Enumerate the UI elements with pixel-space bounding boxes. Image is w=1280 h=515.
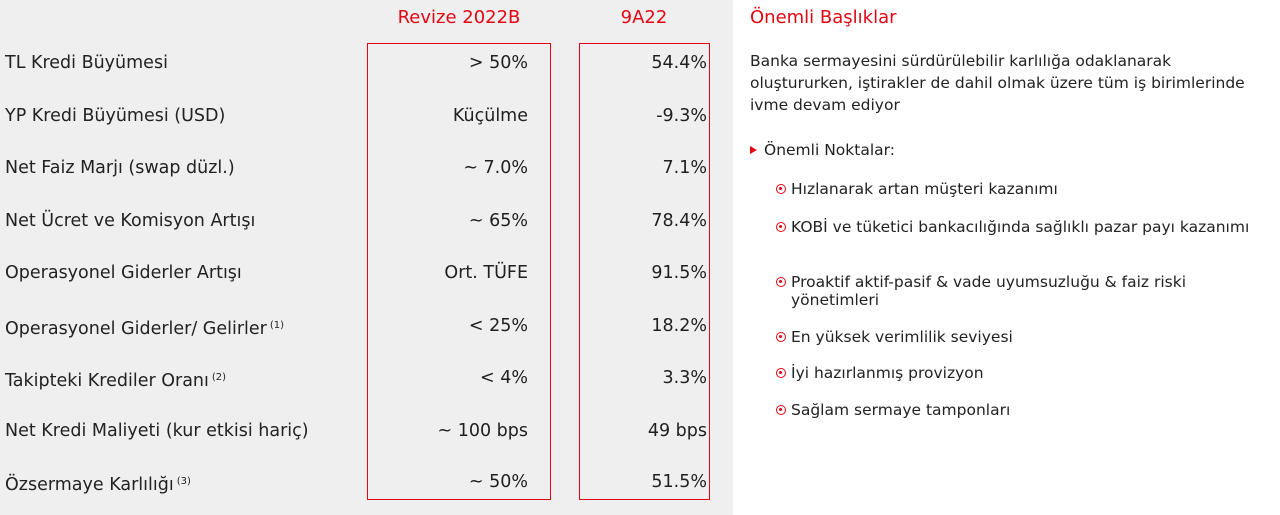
circle-bullet-icon [776, 332, 786, 342]
row-label: Net Kredi Maliyeti (kur etkisi hariç) [5, 421, 309, 441]
column-header-revised: Revize 2022B [397, 7, 521, 28]
actual-value: 7.1% [662, 158, 707, 178]
list-item: Sağlam sermaye tamponları [776, 401, 1266, 419]
actual-value: 54.4% [651, 53, 707, 73]
revised-value: < 25% [468, 316, 528, 336]
table-row [0, 363, 733, 393]
footnote-marker: (3) [176, 476, 191, 487]
actual-value: -9.3% [656, 106, 707, 126]
table-row [0, 311, 733, 341]
row-label: Net Ücret ve Komisyon Artışı [5, 211, 256, 231]
actual-value: 91.5% [651, 263, 707, 283]
table-row [0, 153, 733, 183]
table-row [0, 416, 733, 446]
revised-value: ~ 7.0% [463, 158, 528, 178]
list-item: Hızlanarak artan müşteri kazanımı [776, 180, 1266, 198]
table-row [0, 48, 733, 78]
table-row [0, 206, 733, 236]
row-label: YP Kredi Büyümesi (USD) [5, 106, 226, 126]
table-row [0, 101, 733, 131]
list-item: Proaktif aktif-pasif & vade uyumsuzluğu & faiz riski yönetimleri [776, 273, 1266, 309]
row-label: Takipteki Krediler Oranı $^{(2)}$ [5, 371, 227, 391]
column-header-actual: 9A22 [620, 7, 668, 28]
footnote-marker: (1) [269, 320, 285, 331]
row-label: Operasyonel Giderler/ Gelirler $^{(1)}$ [5, 319, 285, 339]
revised-value: ~ 50% [468, 472, 528, 492]
revised-value: Küçülme [452, 106, 528, 126]
circle-bullet-icon [776, 222, 786, 232]
highlights-title: Önemli Başlıklar [750, 7, 897, 28]
revised-value: < 4% [480, 368, 528, 388]
actual-value: 51.5% [651, 472, 707, 492]
table-row [0, 258, 733, 288]
circle-bullet-icon [776, 184, 786, 194]
triangle-bullet-icon [750, 146, 757, 154]
circle-bullet-icon [776, 405, 786, 415]
list-item: İyi hazırlanmış provizyon [776, 364, 1266, 382]
row-label: Özsermaye Karlılığı $^{(3)}$ [5, 475, 191, 495]
table-row [0, 467, 733, 497]
row-label: TL Kredi Büyümesi [5, 53, 168, 73]
row-label: Net Faiz Marjı (swap düzl.) [5, 158, 235, 178]
actual-value: 18.2% [651, 316, 707, 336]
key-points-heading: Önemli Noktalar: [750, 139, 895, 161]
actual-value: 78.4% [651, 211, 707, 231]
list-item: KOBİ ve tüketici bankacılığında sağlıklı pazar payı kazanımı [776, 218, 1266, 236]
highlights-intro: Banka sermayesini sürdürülebilir karlılığa odaklanarak oluştururken, iştirakler de dahil olmak üzere tüm iş birimlerinde ivme devam ediyor [750, 52, 1245, 114]
revised-value: > 50% [468, 53, 528, 73]
revised-value: Ort. TÜFE [444, 263, 528, 283]
circle-bullet-icon [776, 368, 786, 378]
list-item: En yüksek verimlilik seviyesi [776, 328, 1266, 346]
footnote-marker: (2) [211, 372, 227, 383]
revised-value: ~ 65% [468, 211, 528, 231]
actual-value: 3.3% [662, 368, 707, 388]
highlights-panel [733, 0, 1280, 515]
actual-value: 49 bps [647, 421, 707, 441]
row-label: Operasyonel Giderler Artışı [5, 263, 242, 283]
circle-bullet-icon [776, 277, 786, 287]
revised-value: ~ 100 bps [437, 421, 528, 441]
